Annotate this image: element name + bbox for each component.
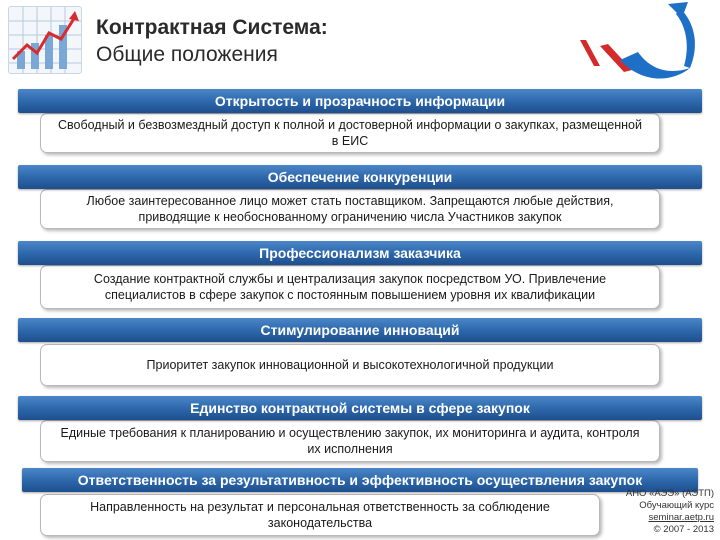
principle-text-transparency: Свободный и безвозмездный доступ к полной и достоверной информации о закупках, размещенной в ЕИС <box>40 113 660 153</box>
principle-text-responsibility: Направленность на результат и персональная ответственность за соблюдение законодательства <box>40 494 600 536</box>
footer-site-link[interactable]: seminar.aetp.ru <box>648 512 714 523</box>
principle-title-unity: Единство контрактной системы в сфере закупок <box>18 396 702 420</box>
growth-chart-icon <box>8 6 82 74</box>
principle-title-transparency: Открытость и прозрачность информации <box>18 89 702 113</box>
principle-text-innovation: Приоритет закупок инновационной и высокотехнологичной продукции <box>40 344 660 386</box>
slide-header <box>0 0 720 86</box>
principle-title-responsibility: Ответственность за результативность и эффективность осуществления закупок <box>22 468 698 492</box>
footer-org: АНО «АЭЭ» (АЭТП) <box>625 488 714 499</box>
principle-title-professionalism: Профессионализм заказчика <box>18 241 702 265</box>
page-subtitle: Общие положения <box>96 43 278 66</box>
principle-text-unity: Единые требования к планированию и осуществлению закупок, их мониторинга и аудита, контроля их исполнения <box>40 420 660 462</box>
footer-copyright: © 2007 - 2013 <box>653 524 714 535</box>
principle-title-innovation: Стимулирование инноваций <box>18 318 702 342</box>
principle-title-competition: Обеспечение конкуренции <box>18 165 702 189</box>
footer-credits <box>614 488 714 536</box>
check-swoosh-logo <box>560 0 720 86</box>
principle-text-professionalism: Создание контрактной службы и централизация закупок посредством УО. Привлечение специалистов в сфере закупок с постоянным повышением уровня их квалификации <box>40 265 660 309</box>
footer-course: Обучающий курс <box>639 500 714 511</box>
principle-text-competition: Любое заинтересованное лицо может стать поставщиком. Запрещаются любые действия, приводящие к необоснованному ограничению числа Участников закупок <box>40 189 660 229</box>
page-title: Контрактная Система: <box>96 16 328 39</box>
